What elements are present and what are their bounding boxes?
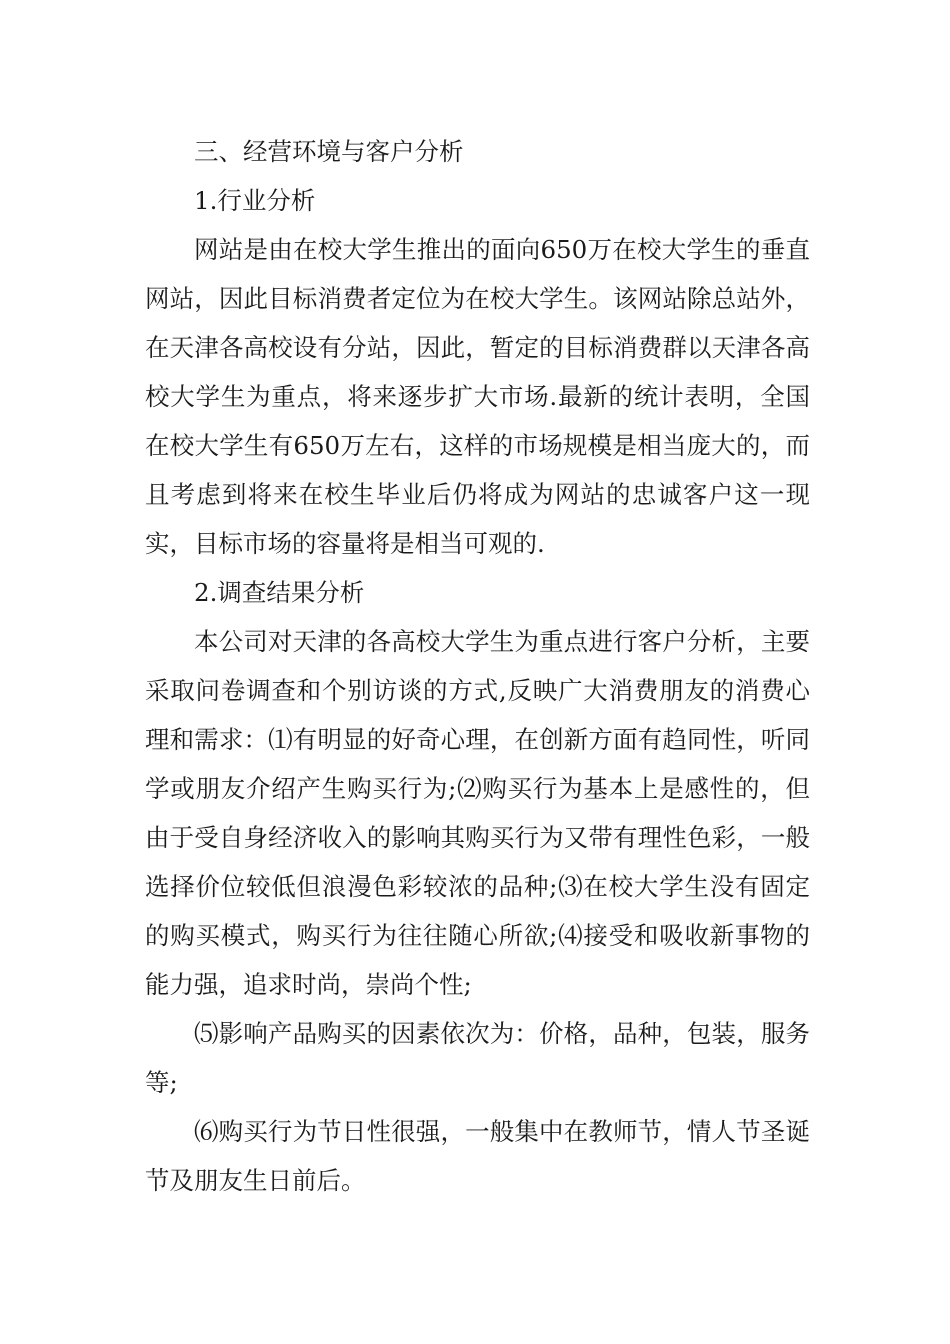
paragraph-holiday-purchases: ⑹购买行为节日性很强，一般集中在教师节，情人节圣诞节及朋友生日前后。: [145, 1117, 810, 1195]
document-page: [145, 127, 810, 1205]
subheading-industry-analysis: 1.行业分析: [194, 186, 316, 215]
section-heading: 三、经营环境与客户分析: [194, 137, 464, 166]
subheading-survey-analysis: 2.调查结果分析: [194, 578, 365, 607]
paragraph-purchase-factors: ⑸影响产品购买的因素依次为：价格，品种，包装，服务等;: [145, 1019, 810, 1097]
paragraph-survey-analysis: 本公司对天津的各高校大学生为重点进行客户分析，主要采取问卷调查和个别访谈的方式,反映广大消费朋友的消费心理和需求：⑴有明显的好奇心理，在创新方面有趋同性，听同学或朋友介绍产生购买行为;⑵购买行为基本上是感性的，但由于受自身经济收入的影响其购买行为又带有理性色彩，一般选择价位较低但浪漫色彩较浓的品种;⑶在校大学生没有固定的购买模式，购买行为往往随心所欲;⑷接受和吸收新事物的能力强，追求时尚，崇尚个性;: [145, 627, 810, 999]
paragraph-industry-analysis: 网站是由在校大学生推出的面向650万在校大学生的垂直网站，因此目标消费者定位为在校大学生。该网站除总站外，在天津各高校设有分站，因此，暂定的目标消费群以天津各高校大学生为重点，将来逐步扩大市场.最新的统计表明，全国在校大学生有650万左右，这样的市场规模是相当庞大的，而且考虑到将来在校生毕业后仍将成为网站的忠诚客户这一现实，目标市场的容量将是相当可观的.: [145, 235, 810, 558]
